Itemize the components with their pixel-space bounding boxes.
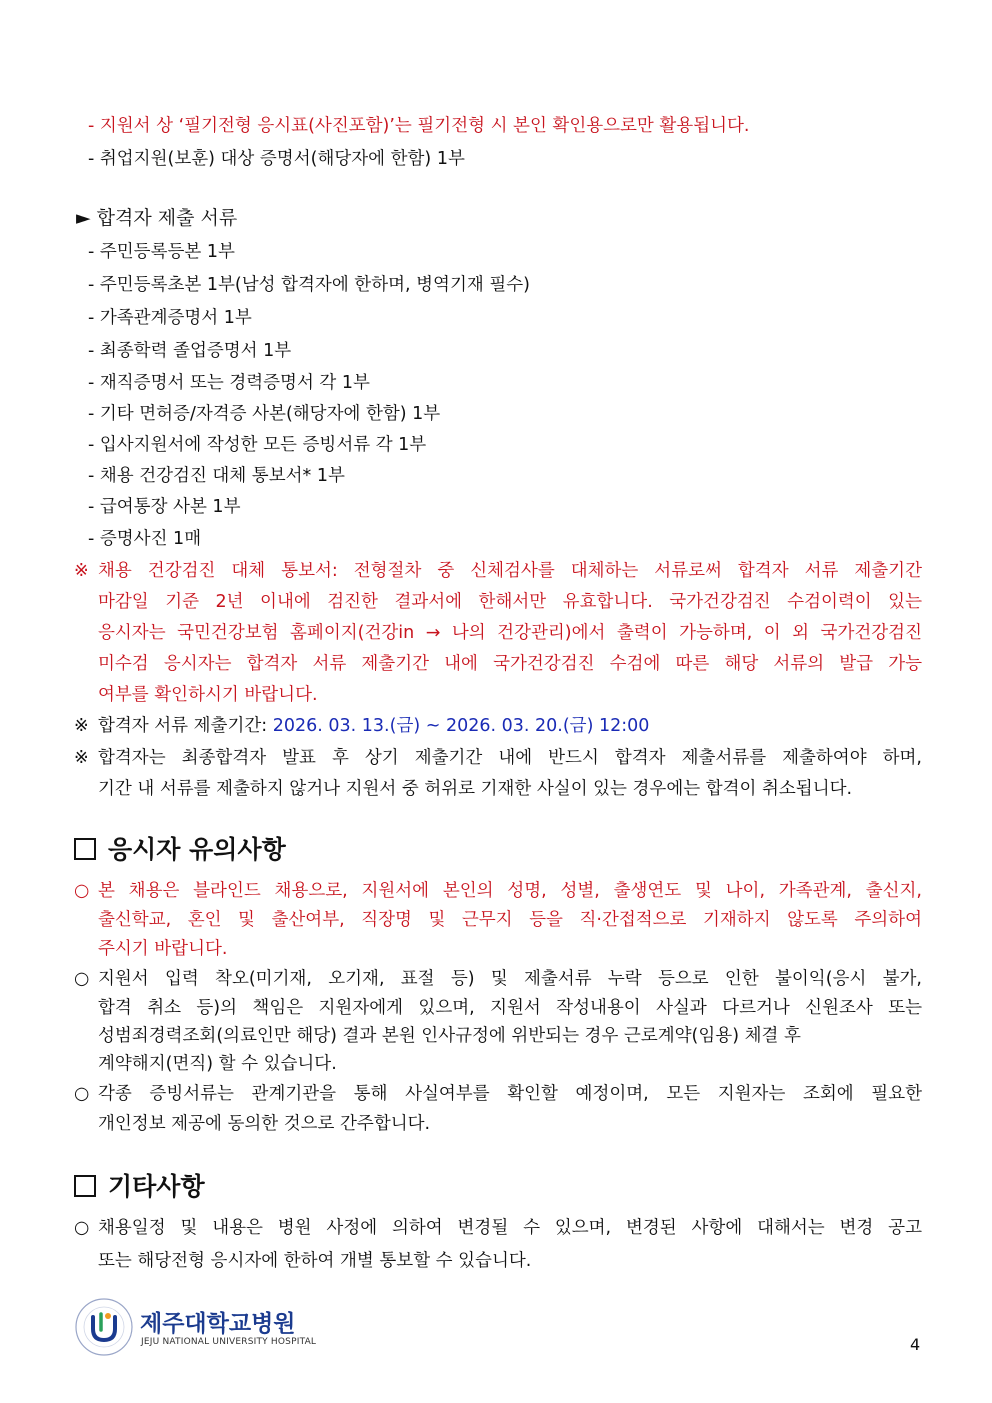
health-note-line: 채용 건강검진 대체 통보서: 전형절차 중 신체검사를 대체하는 서류로써 합격자 서류 제출기간 <box>98 561 922 581</box>
list-item: - 기타 면허증/자격증 사본(해당자에 한함) 1부 <box>88 404 441 424</box>
caution-line: 성범죄경력조회(의료인만 해당) 결과 본원 인사규정에 위반되는 경우 근로계약(임용) 체결 후 <box>98 1026 801 1046</box>
list-item: - 주민등록초본 1부(남성 합격자에 한하며, 병역기재 필수) <box>88 275 530 295</box>
other-line: 채용일정 및 내용은 병원 사정에 의하여 변경될 수 있으며, 변경된 사항에 대해서는 변경 공고 <box>98 1218 922 1238</box>
caution-line: 본 채용은 블라인드 채용으로, 지원서에 본인의 성명, 성별, 출생연도 및 나이, 가족관계, 출신지, <box>98 881 922 901</box>
caution-line: 계약해지(면직) 할 수 있습니다. <box>98 1054 337 1074</box>
veterans-certificate-note: - 취업지원(보훈) 대상 증명서(해당자에 한함) 1부 <box>88 149 465 169</box>
note-mark: ※ <box>74 748 89 768</box>
cautions-heading <box>74 835 286 865</box>
caution-line: 지원서 입력 착오(미기재, 오기재, 표절 등) 및 제출서류 누락 등으로 인한 불이익(응시 불가, <box>98 969 922 989</box>
final-note-line: 기간 내 서류를 제출하지 않거나 지원서 중 허위로 기재한 사실이 있는 경우에는 합격이 취소됩니다. <box>98 779 853 799</box>
bullet-icon: ○ <box>74 1218 90 1238</box>
health-note-line: 여부를 확인하시기 바랍니다. <box>98 685 318 705</box>
submission-heading: ► 합격자 제출 서류 <box>76 207 238 229</box>
list-item: - 급여통장 사본 1부 <box>88 497 241 517</box>
hospital-logo <box>74 1297 134 1357</box>
caution-line: 각종 증빙서류는 관계기관을 통해 사실여부를 확인할 예정이며, 모든 지원자는 조회에 필요한 <box>98 1084 922 1104</box>
list-item: - 채용 건강검진 대체 통보서* 1부 <box>88 466 345 486</box>
cautions-heading-text: 응시자 유의사항 <box>108 835 286 864</box>
other-heading-text: 기타사항 <box>108 1172 205 1201</box>
note-mark: ※ <box>74 561 89 581</box>
other-line: 또는 해당전형 응시자에 한하여 개별 통보할 수 있습니다. <box>98 1251 532 1271</box>
checkbox-icon <box>74 1175 96 1197</box>
health-note-line: 미수검 응시자는 합격자 서류 제출기간 내에 국가건강검진 수검에 따른 해당 서류의 발급 가능 <box>98 654 922 674</box>
hospital-name: 제주대학교병원 <box>140 1311 296 1337</box>
note-mark: ※ <box>74 716 89 736</box>
submission-period <box>98 715 649 737</box>
other-heading <box>74 1172 205 1202</box>
caution-line: 출신학교, 혼인 및 출산여부, 직장명 및 근무지 등을 직·간접적으로 기재하지 않도록 주의하여 <box>98 910 922 930</box>
page-number: 4 <box>910 1335 921 1354</box>
checkbox-icon <box>74 838 96 860</box>
caution-line: 합격 취소 등)의 책임은 지원자에게 있으며, 지원서 작성내용이 사실과 다르거나 신원조사 또는 <box>98 998 922 1018</box>
list-item: - 재직증명서 또는 경력증명서 각 1부 <box>88 373 370 393</box>
health-note-line: 응시자는 국민건강보험 홈페이지(건강in → 나의 건강관리)에서 출력이 가능하며, 이 외 국가건강검진 <box>98 623 922 643</box>
bullet-icon: ○ <box>74 969 90 989</box>
caution-line: 주시기 바랍니다. <box>98 939 228 959</box>
health-note-line: 마감일 기준 2년 이내에 검진한 결과서에 한해서만 유효합니다. 국가건강검진 수검이력이 있는 <box>98 592 922 612</box>
list-item: - 최종학력 졸업증명서 1부 <box>88 341 292 361</box>
submission-period-value: 2026. 03. 13.(금) ~ 2026. 03. 20.(금) 12:00 <box>272 716 650 736</box>
list-item: - 가족관계증명서 1부 <box>88 308 252 328</box>
bullet-icon: ○ <box>74 881 90 901</box>
list-item: - 증명사진 1매 <box>88 529 202 549</box>
list-item: - 입사지원서에 작성한 모든 증빙서류 각 1부 <box>88 435 427 455</box>
final-note-line: 합격자는 최종합격자 발표 후 상기 제출기간 내에 반드시 합격자 제출서류를 제출하여야 하며, <box>98 748 922 768</box>
hospital-name-english: JEJU NATIONAL UNIVERSITY HOSPITAL <box>141 1337 317 1347</box>
submission-period-label: 합격자 서류 제출기간: <box>98 716 273 736</box>
bullet-icon: ○ <box>74 1084 90 1104</box>
list-item: - 주민등록등본 1부 <box>88 242 235 262</box>
applicant-photo-note: - 지원서 상 ‘필기전형 응시표(사진포함)’는 필기전형 시 본인 확인용으로만 활용됩니다. <box>88 116 750 136</box>
caution-line: 개인정보 제공에 동의한 것으로 간주합니다. <box>98 1114 431 1134</box>
